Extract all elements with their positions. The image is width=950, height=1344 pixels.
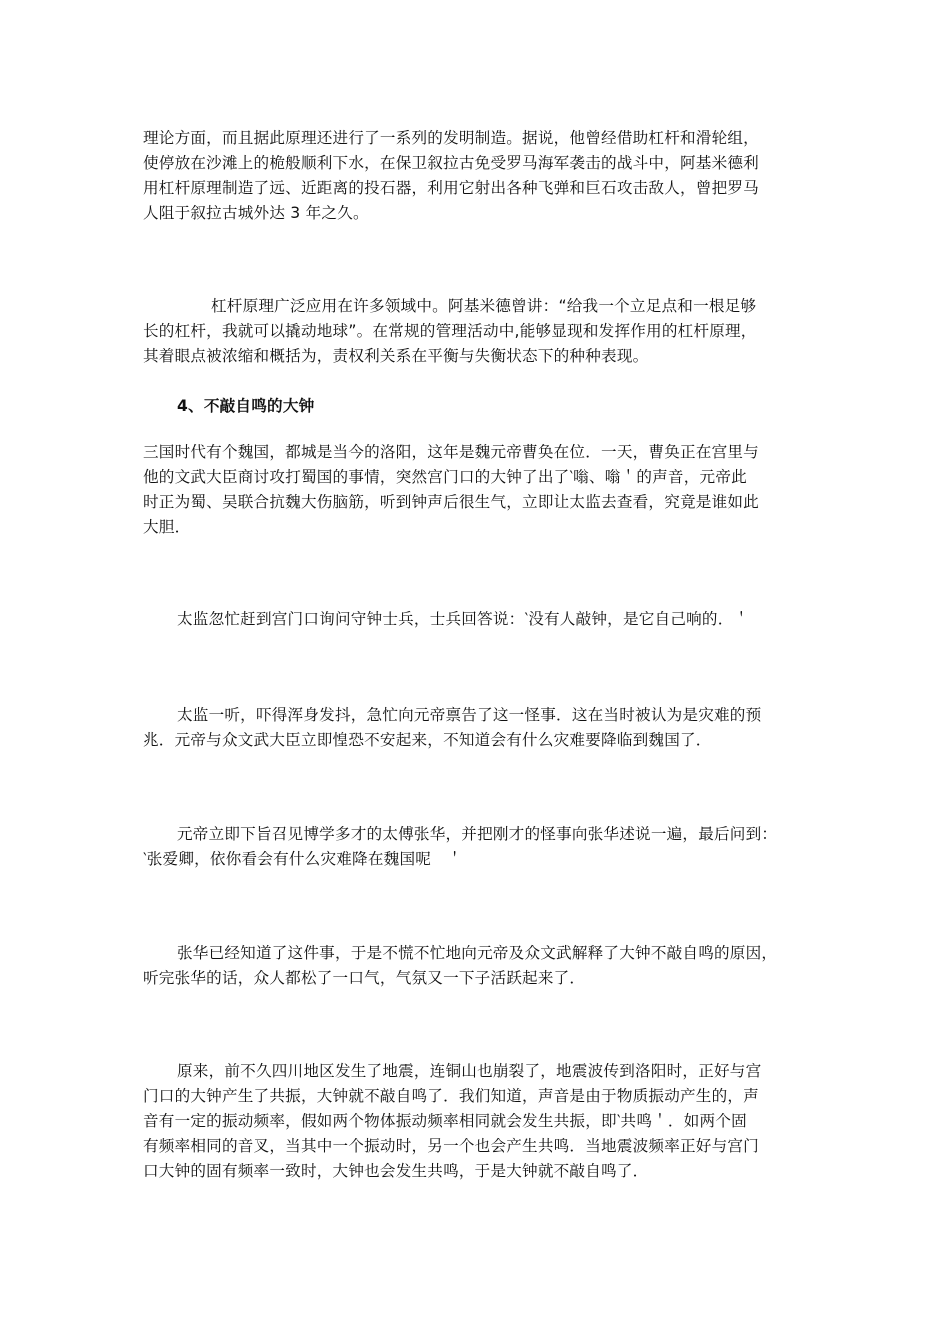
text-line: 使停放在沙滩上的桅般顺利下水，在保卫叙拉古免受罗马海军袭击的战斗中，阿基米德利 — [143, 154, 759, 172]
text-line: 时正为蜀、吴联合抗魏大伤脑筋，听到钟声后很生气，立即让太监去查看，究竟是谁如此 — [143, 493, 759, 511]
text-line: 张华已经知道了这件事，于是不慌不忙地向元帝及众文武解释了大钟不敲自鸣的原因， — [177, 944, 778, 962]
text-line: 理论方面，而且据此原理还进行了一系列的发明制造。据说，他曾经借助杠杆和滑轮组， — [143, 129, 759, 147]
text-line: 太监一听，吓得浑身发抖，急忙向元帝禀告了这一怪事．这在当时被认为是灾难的预 — [177, 706, 762, 724]
text-line: 音有一定的振动频率，假如两个物体振动频率相同就会发生共振，即‵共鸣＇．如两个固 — [143, 1112, 747, 1130]
text-line: ‵张爱卿，依你看会有什么灾难降在魏国呢 ＇ — [143, 850, 463, 868]
text-line: 三国时代有个魏国，都城是当今的洛阳，这年是魏元帝曹奂在位．一天，曹奂正在宫里与 — [143, 443, 759, 461]
text-line: 有频率相同的音叉，当其中一个振动时，另一个也会产生共鸣．当地震波频率正好与宫门 — [143, 1137, 759, 1155]
text-line: 长的杠杆，我就可以撬动地球”。在常规的管理活动中,能够显现和发挥作用的杠杆原理， — [143, 322, 757, 340]
text-line: 他的文武大臣商讨攻打蜀国的事情，突然宫门口的大钟了出了‵嗡、嗡＇的声音，元帝此 — [143, 468, 747, 486]
text-line: 杠杆原理广泛应用在许多领域中。阿基米德曾讲：“给我一个立足点和一根足够 — [211, 297, 757, 315]
text-line: 其着眼点被浓缩和概括为，责权利关系在平衡与失衡状态下的种种表现。 — [143, 347, 649, 365]
text-line: 元帝立即下旨召见博学多才的太傅张华，并把刚才的怪事向张华述说一遍，最后问到： — [177, 825, 778, 843]
section-heading: 4、不敲自鸣的大钟 — [177, 397, 315, 415]
text-line: 大胆． — [143, 518, 191, 536]
text-line: 用杠杆原理制造了远、近距离的投石器，利用它射出各种飞弹和巨石攻击敌人，曾把罗马 — [143, 179, 759, 197]
text-line: 听完张华的话，众人都松了一口气，气氛又一下子活跃起来了． — [143, 969, 586, 987]
text-line: 太监忽忙赶到宫门口询问守钟士兵，士兵回答说：‵没有人敲钟，是它自己响的．＇ — [177, 610, 750, 628]
text-line: 人阻于叙拉古城外达 3 年之久。 — [143, 204, 369, 222]
text-line: 门口的大钟产生了共振，大钟就不敲自鸣了．我们知道，声音是由于物质振动产生的，声 — [143, 1087, 759, 1105]
text-line: 兆．元帝与众文武大臣立即惶恐不安起来，不知道会有什么灾难要降临到魏国了． — [143, 731, 712, 749]
text-line: 口大钟的固有频率一致时，大钟也会发生共鸣，于是大钟就不敲自鸣了． — [143, 1162, 649, 1180]
text-line: 原来，前不久四川地区发生了地震，连铜山也崩裂了，地震波传到洛阳时，正好与宫 — [177, 1062, 762, 1080]
